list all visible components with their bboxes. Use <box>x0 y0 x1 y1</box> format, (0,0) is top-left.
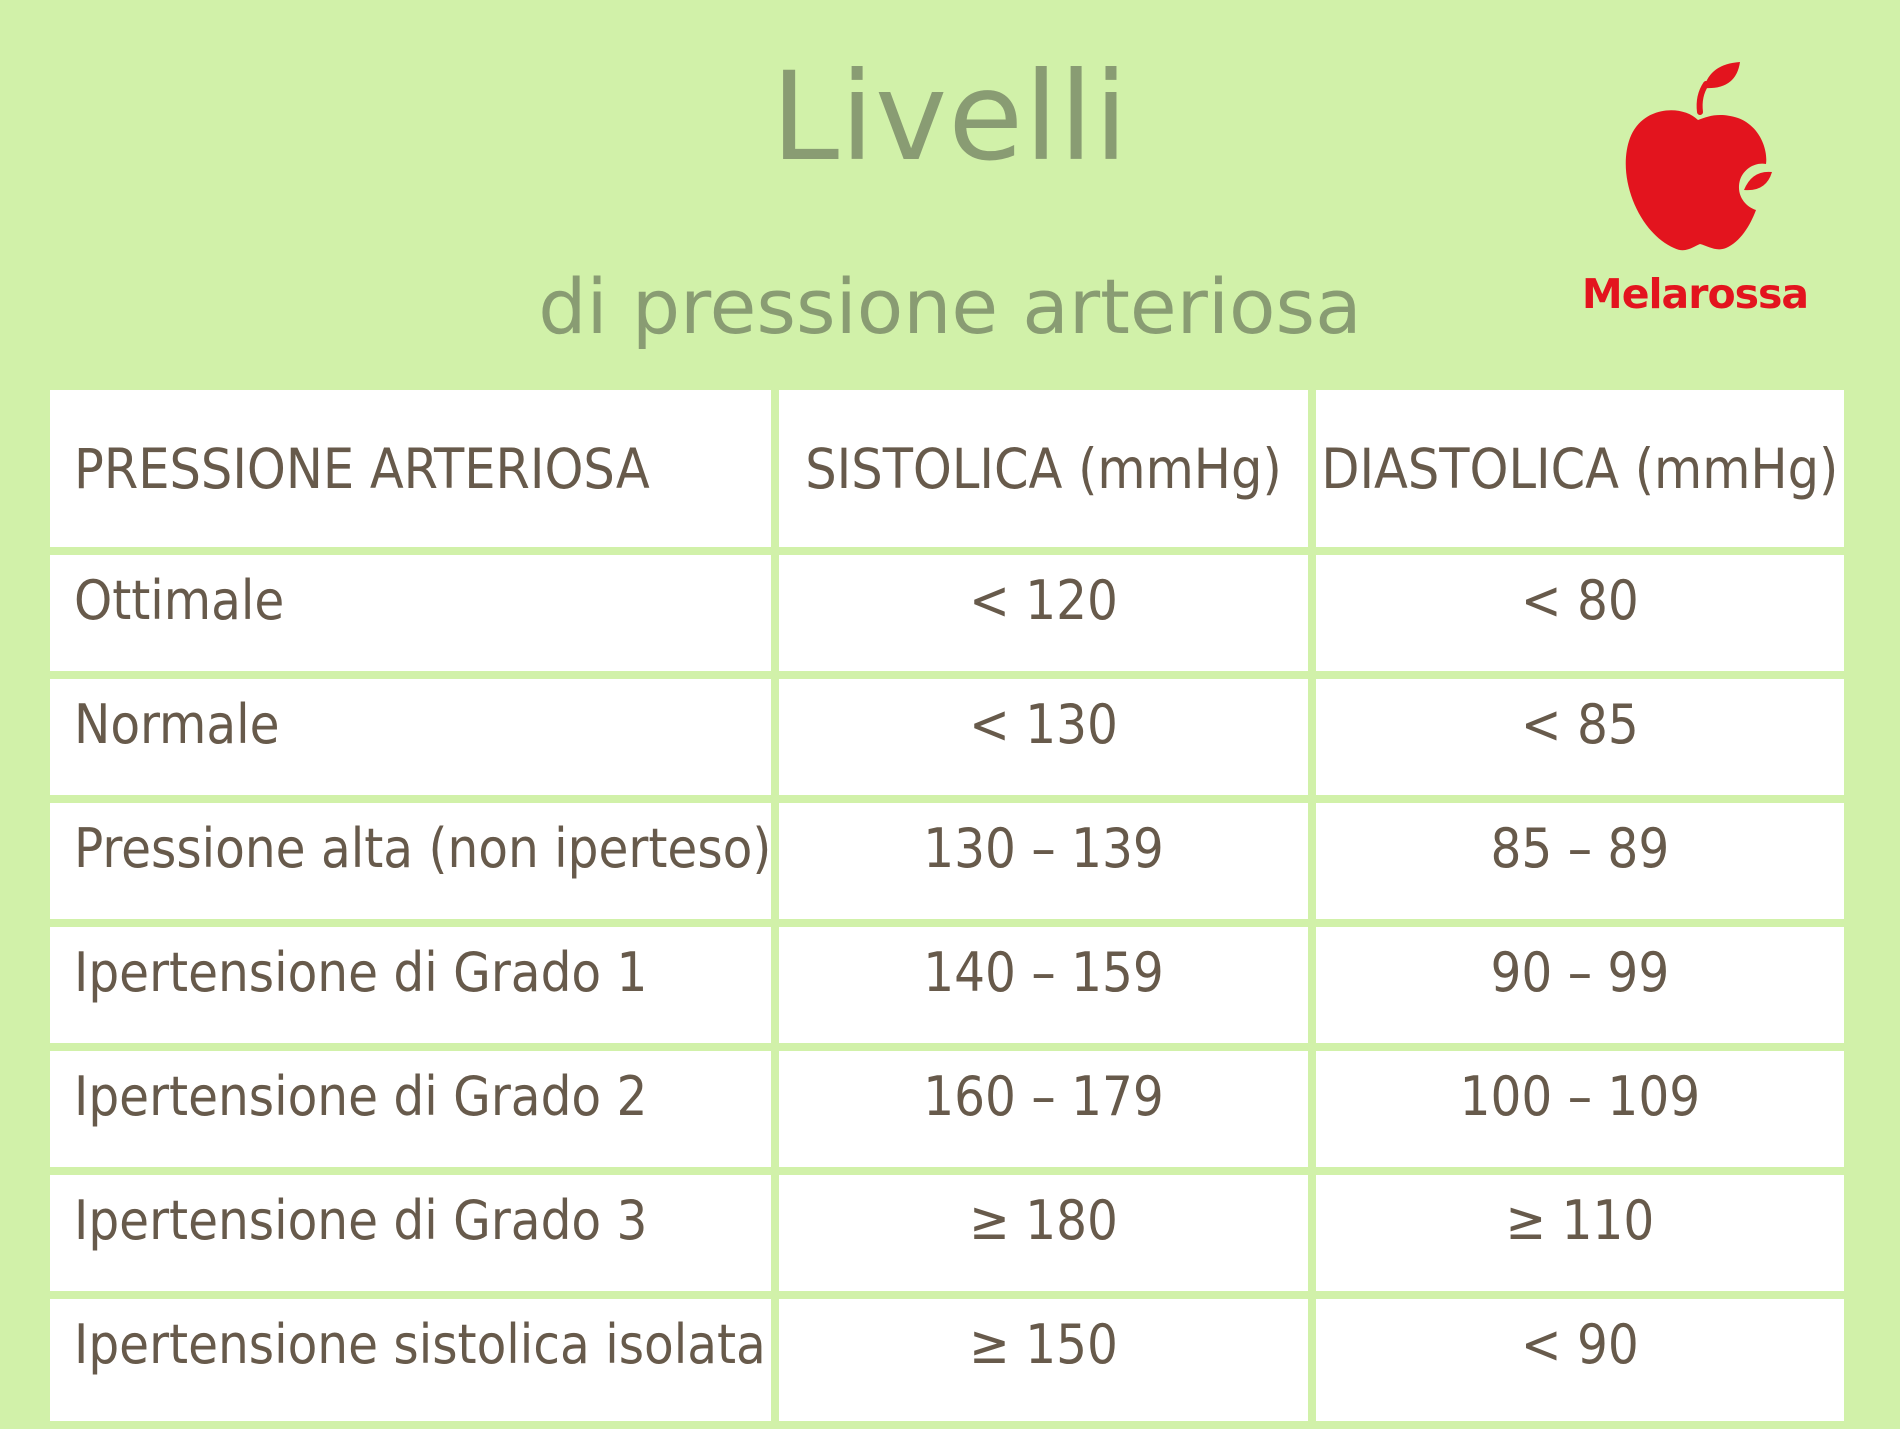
row-systolic: ≥ 150 <box>779 1299 1307 1421</box>
row-systolic: 140 – 159 <box>779 927 1307 1043</box>
table-row <box>50 803 1844 919</box>
row-systolic: 130 – 139 <box>779 803 1307 919</box>
table-row <box>50 1175 1844 1291</box>
table-row <box>50 1299 1844 1421</box>
row-systolic: < 130 <box>779 679 1307 795</box>
row-category: Ottimale <box>50 555 771 671</box>
table-row <box>50 679 1844 795</box>
header-sistolica: SISTOLICA (mmHg) <box>779 390 1307 547</box>
page-subtitle: di pressione arteriosa <box>538 262 1362 351</box>
page-title: Livelli <box>771 46 1129 188</box>
pressure-table <box>50 390 1844 1421</box>
table-row <box>50 927 1844 1043</box>
row-diastolic: 100 – 109 <box>1316 1051 1844 1167</box>
row-systolic: ≥ 180 <box>779 1175 1307 1291</box>
row-category: Ipertensione di Grado 3 <box>50 1175 771 1291</box>
row-diastolic: < 90 <box>1316 1299 1844 1421</box>
row-diastolic: 85 – 89 <box>1316 803 1844 919</box>
row-category: Ipertensione di Grado 2 <box>50 1051 771 1167</box>
logo-text: Melarossa <box>1581 270 1809 318</box>
row-category: Ipertensione di Grado 1 <box>50 927 771 1043</box>
row-systolic: 160 – 179 <box>779 1051 1307 1167</box>
header-pressione-arteriosa: PRESSIONE ARTERIOSA <box>50 390 771 547</box>
row-diastolic: < 85 <box>1316 679 1844 795</box>
table-row <box>50 555 1844 671</box>
row-systolic: < 120 <box>779 555 1307 671</box>
row-diastolic: < 80 <box>1316 555 1844 671</box>
row-category: Pressione alta (non iperteso) <box>50 803 771 919</box>
row-category: Normale <box>50 679 771 795</box>
apple-icon <box>1612 60 1782 260</box>
header-diastolica: DIASTOLICA (mmHg) <box>1316 390 1844 547</box>
row-diastolic: 90 – 99 <box>1316 927 1844 1043</box>
row-diastolic: ≥ 110 <box>1316 1175 1844 1291</box>
melarossa-logo <box>1570 60 1820 330</box>
table-header-row <box>50 390 1844 547</box>
table-row <box>50 1051 1844 1167</box>
row-category: Ipertensione sistolica isolata <box>50 1299 771 1421</box>
